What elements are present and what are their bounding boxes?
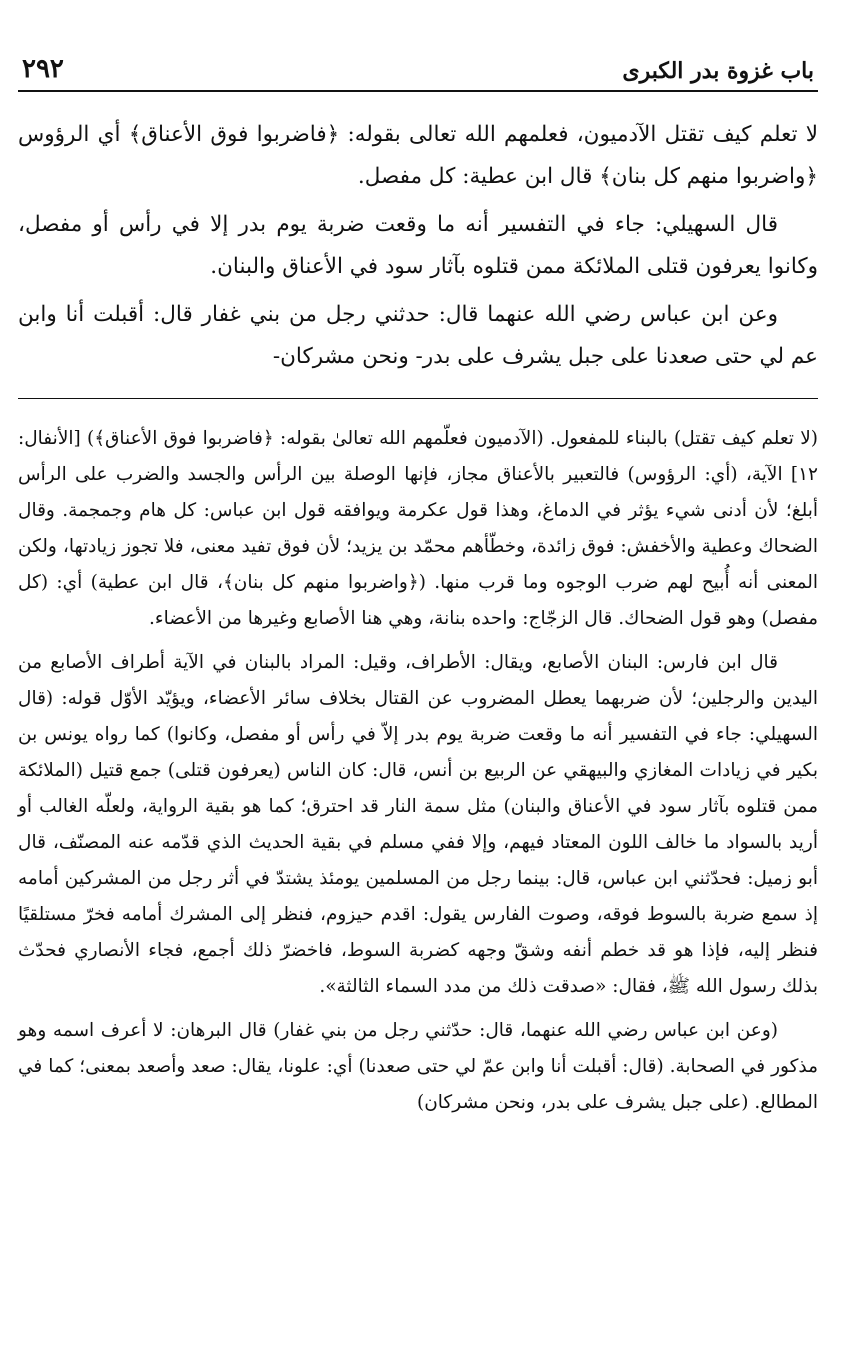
- chapter-title: باب غزوة بدر الكبرى: [622, 58, 814, 84]
- main-paragraph-2: قال السهيلي: جاء في التفسير أنه ما وقعت ضربة يوم بدر إلا في رأس أو مفصل، وكانوا يعرفون قتلى الملائكة ممن قتلوه بآثار سود في الأعناق والبنان.: [18, 212, 818, 279]
- commentary-text: [18, 421, 818, 1121]
- commentary-paragraph-1: (لا تعلم كيف تقتل) بالبناء للمفعول. (الآدميون فعلّمهم الله تعالىٰ بقوله: ﴿فاضربوا فوق الأعناق﴾) [الأنفال: ١٢] الآية، (أي: الرؤوس) فالتعبير بالأعناق مجاز، فإنها الوصلة بين الرأس والجسد والضرب على الرأس أبلغ؛ لأن أدنى شيء يؤثر في الدماغ، وهذا قول عكرمة ويوافقه قول ابن عباس: كل هام وجمجمة. وقال الضحاك وعطية والأخفش: فوق زائدة، وخطّأهم محمّد بن يزيد؛ لأن فوق تفيد معنى، فلا تجوز زيادتها، ولكن المعنى أنه أُبيح لهم ضرب الوجوه وما قرب منها. (﴿واضربوا منهم كل بنان﴾، قال ابن عطية) أي: (كل مفصل) وهو قول الضحاك. قال الزجّاج: واحده بنانة، وهي هنا الأصابع وغيرها من الأعضاء.: [18, 428, 818, 629]
- main-text: [18, 114, 818, 378]
- section-divider: [18, 398, 818, 399]
- commentary-paragraph-2: قال ابن فارس: البنان الأصابع، ويقال: الأطراف، وقيل: المراد بالبنان في الآية أطراف الأصابع من اليدين والرجلين؛ لأن ضربهما يعطل المضروب عن القتال بخلاف سائر الأعضاء، ويؤيّد الأوّل قوله: (قال السهيلي: جاء في التفسير أنه ما وقعت ضربة يوم بدر إلاّ في رأس أو مفصل، وكانوا) كما رواه يونس بن بكير في زيادات المغازي والبيهقي عن الربيع بن أنس، قال: كان الناس (يعرفون قتلى) جمع قتيل (الملائكة ممن قتلوه بآثار سود في الأعناق والبنان) مثل سمة النار قد احترق؛ كما هو بقية الرواية، ولعلّه الغالب أو أريد بالسواد ما خالف اللون المعتاد فيهم، وإلا ففي مسلم في بقية الحديث الذي قدّمه عنه المصنّف، قال أبو زميل: فحدّثني ابن عباس، قال: بينما رجل من المسلمين يومئذ يشتدّ في أثر رجل من المشركين أمامه إذ سمع ضربة بالسوط فوقه، وصوت الفارس يقول: اقدم حيزوم، فنظر إلى المشرك أمامه فخرّ مستلقيًا فنظر إليه، فإذا هو قد خطم أنفه وشقّ وجهه كضربة السوط، فاخضرّ ذلك أجمع، فجاء الأنصاري فحدّث بذلك رسول الله ﷺ، فقال: «صدقت ذلك من مدد السماء الثالثة».: [18, 652, 818, 997]
- page-header: [18, 38, 818, 92]
- commentary-paragraph-3: (وعن ابن عباس رضي الله عنهما، قال: حدّثني رجل من بني غفار) قال البرهان: لا أعرف اسمه وهو مذكور في الصحابة. (قال: أقبلت أنا وابن عمّ لي حتى صعدنا) أي: علونا، يقال: صعد وأصعد بمعنى؛ كما في المطالع. (على جبل يشرف على بدر، ونحن مشركان): [18, 1020, 818, 1113]
- main-paragraph-3: وعن ابن عباس رضي الله عنهما قال: حدثني رجل من بني غفار قال: أقبلت أنا وابن عم لي حتى صعدنا على جبل يشرف على بدر- ونحن مشركان-: [18, 302, 818, 369]
- page-number: ٢٩٢: [22, 54, 64, 84]
- book-page: [18, 38, 818, 1129]
- main-paragraph-1: لا تعلم كيف تقتل الآدميون، فعلمهم الله تعالى بقوله: ﴿فاضربوا فوق الأعناق﴾ أي الرؤوس ﴿واضربوا منهم كل بنان﴾ قال ابن عطية: كل مفصل.: [18, 122, 818, 189]
